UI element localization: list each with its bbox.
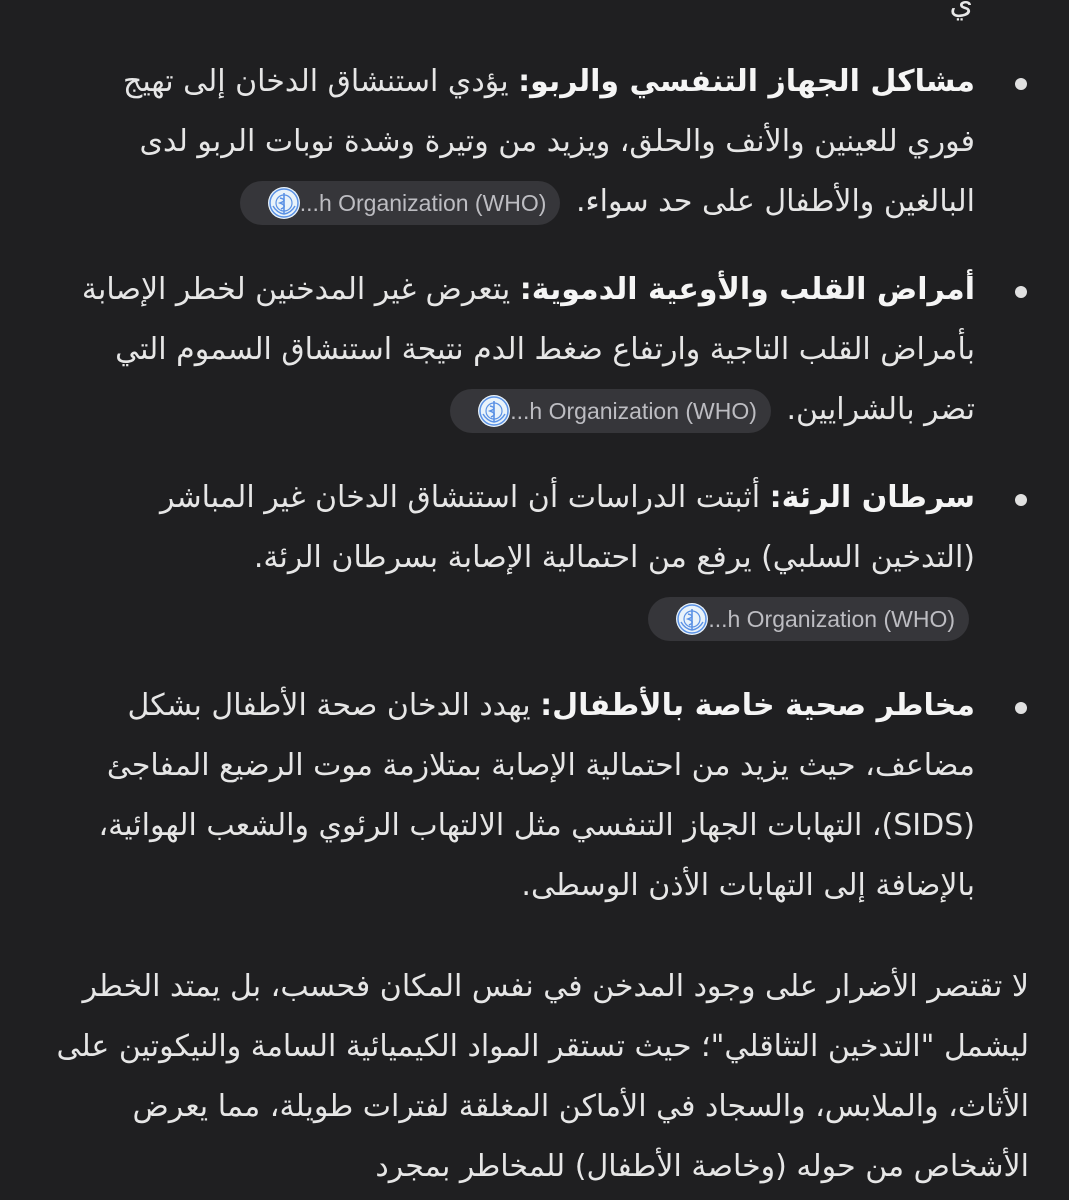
list-item-title: أمراض القلب والأوعية الدموية: [519,272,975,307]
list-item-cardiovascular [0,260,1069,440]
clipped-text-fragment: ي [949,0,973,21]
source-chip[interactable] [240,181,561,225]
bullet-dot [1015,78,1027,90]
source-chip-label: ...h Organization (WHO) [299,189,547,216]
bullet-dot [1015,702,1027,714]
list-item-text: يهدد الدخان صحة الأطفال بشكل مضاعف، حيث يزيد من احتمالية الإصابة بمتلازمة موت الرضيع المفاجئ (SIDS)، التهابات الجهاز التنفسي مثل الالتهاب الرئوي والشعب الهوائية، بالإضافة إلى التهابات الأذن الوسطى. [98,688,975,903]
source-chip[interactable] [648,597,969,641]
list-item-title: سرطان الرئة: [769,480,975,515]
bullet-dot [1015,494,1027,506]
who-logo-icon [478,395,510,427]
who-logo-icon [676,603,708,635]
source-chip[interactable] [450,389,771,433]
source-chip-label: ...h Organization (WHO) [708,605,955,632]
list-item-respiratory [0,52,1069,232]
list-item-text: يتعرض غير المدخنين لخطر الإصابة بأمراض القلب التاجية وارتفاع ضغط الدم نتيجة استنشاق السموم التي تضر بالشرايين. [81,272,975,427]
list-item-text: يؤدي استنشاق الدخان إلى تهيج فوري للعينين والأنف والحلق، ويزيد من وتيرة وشدة نوبات الربو لدى البالغين والأطفال على حد سواء. [122,64,975,219]
bullet-dot [1015,286,1027,298]
who-logo-icon [268,187,300,219]
source-chip-label: ...h Organization (WHO) [510,397,757,424]
health-risks-list [0,52,1069,944]
list-item-lung-cancer [0,468,1069,648]
list-item-title: مخاطر صحية خاصة بالأطفال: [540,688,975,723]
list-item-title: مشاكل الجهاز التنفسي والربو: [518,64,975,99]
list-item-children-risks [0,676,1069,916]
closing-paragraph: لا تقتصر الأضرار على وجود المدخن في نفس المكان فحسب، بل يمتد الخطر ليشمل "التدخين التثاقلي"؛ حيث تستقر المواد الكيميائية السامة والنيكوتين على الأثاث، والملابس، والسجاد في الأماكن المغلقة لفترات طويلة، مما يعرض الأشخاص من حوله (وخاصة الأطفال) للمخاطر بمجرد [56,969,1029,1184]
list-item-text: أثبتت الدراسات أن استنشاق الدخان غير المباشر (التدخين السلبي) يرفع من احتمالية الإصابة بسرطان الرئة. [159,480,975,575]
